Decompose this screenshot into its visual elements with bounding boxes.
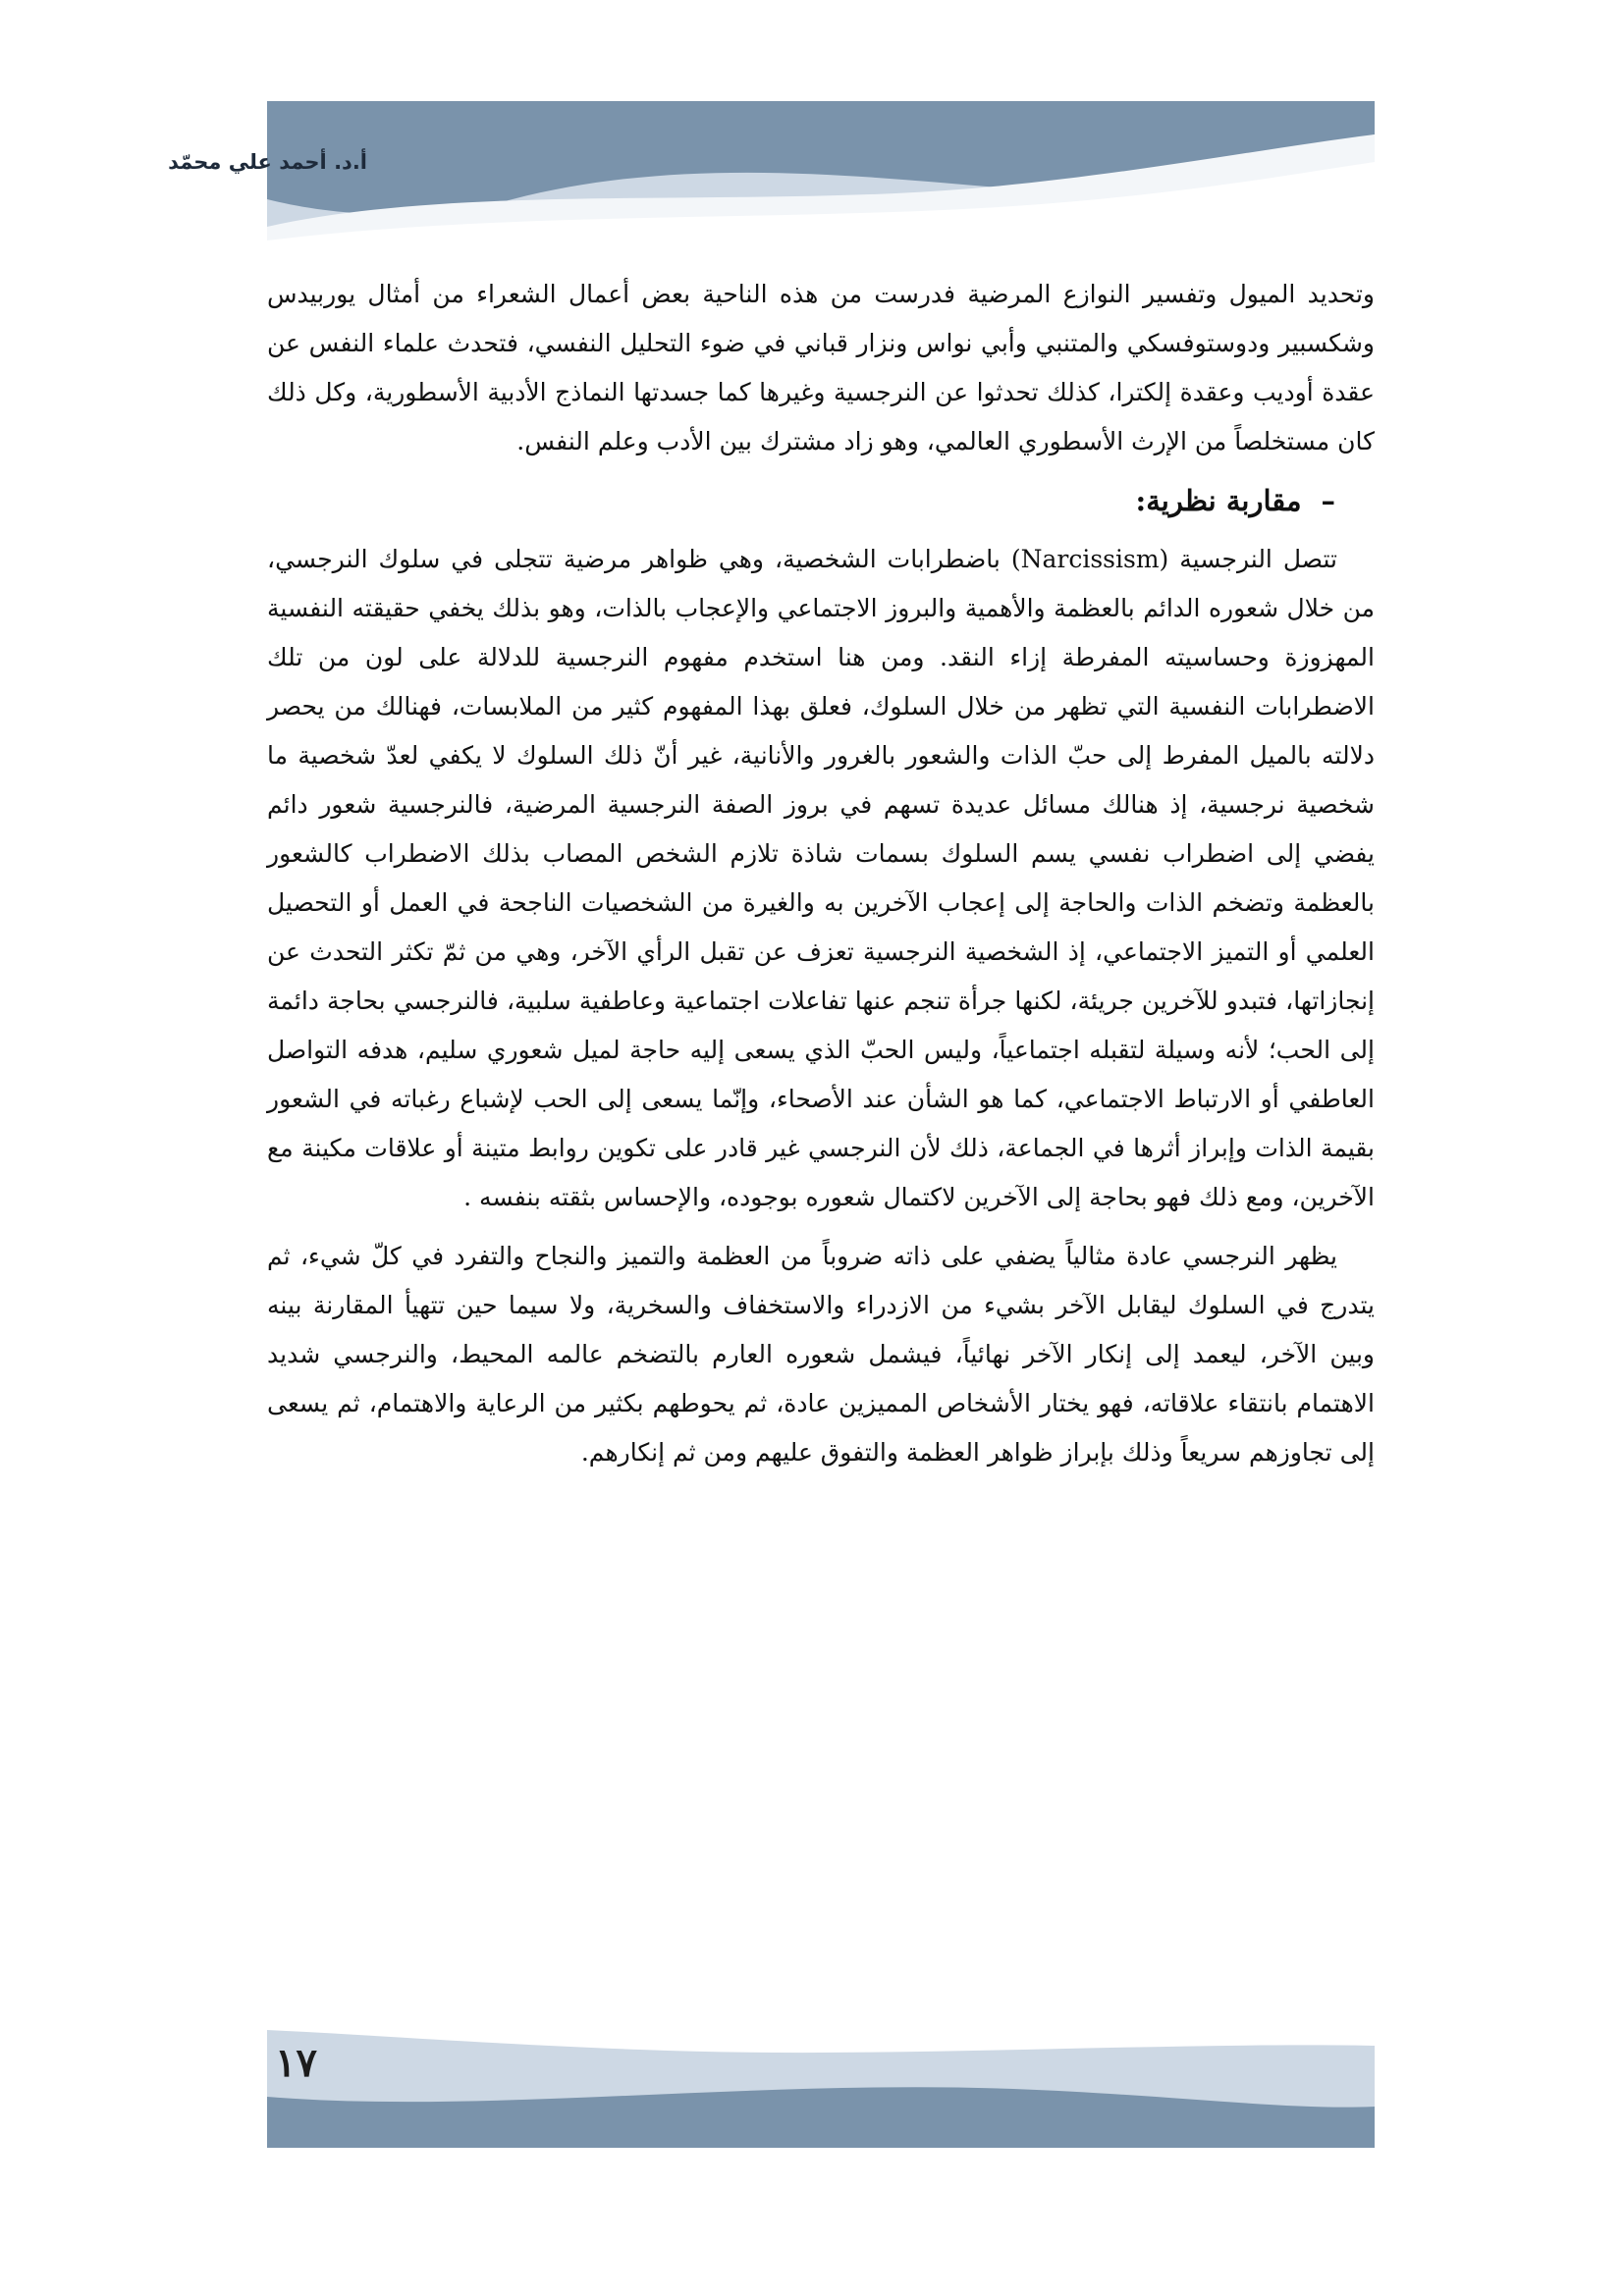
- header-wave-graphic: [267, 101, 1375, 256]
- footer-banner: [267, 2020, 1375, 2148]
- heading-dash: –: [1321, 484, 1335, 517]
- paragraph-1: وتحديد الميول وتفسير النوازع المرضية فدرست من هذه الناحية بعض أعمال الشعراء من أمثال يوربيدس وشكسبير ودوستوفسكي والمتنبي وأبي نواس ونزار قباني في ضوء التحليل النفسي، فتحدث علماء النفس عن عقدة أوديب وعقدة إلكترا، كذلك تحدثوا عن النرجسية وغيرها كما جسدتها النماذج الأدبية الأسطورية، وكل ذلك كان مستخلصاً من الإرث الأسطوري العالمي، وهو زاد مشترك بين الأدب وعلم النفس.: [267, 280, 1375, 455]
- section-heading: [267, 476, 1375, 525]
- footer-wave-graphic: [267, 2020, 1375, 2148]
- page-number: ١٧: [275, 2040, 317, 2086]
- paragraph-2: تتصل النرجسية (Narcissism) باضطرابات الشخصية، وهي ظواهر مرضية تتجلى في سلوك النرجسي، من خلال شعوره الدائم بالعظمة والأهمية والبروز الاجتماعي والإعجاب بالذات، وهو بذلك يخفي حقيقته النفسية المهزوزة وحساسيته المفرطة إزاء النقد. ومن هنا استخدم مفهوم النرجسية للدلالة على لون من تلك الاضطرابات النفسية التي تظهر من خلال السلوك، فعلق بهذا المفهوم كثير من الملابسات، فهنالك من يحصر دلالته بالميل المفرط إلى حبّ الذات والشعور بالغرور والأنانية، غير أنّ ذلك السلوك لا يكفي لعدّ شخصية ما شخصية نرجسية، إذ هنالك مسائل عديدة تسهم في بروز الصفة النرجسية المرضية، فالنرجسية شعور دائم يفضي إلى اضطراب نفسي يسم السلوك بسمات شاذة تلازم الشخص المصاب بذلك الاضطراب كالشعور بالعظمة وتضخم الذات والحاجة إلى إعجاب الآخرين به والغيرة من الشخصيات الناجحة في العمل أو التحصيل العلمي أو التميز الاجتماعي، إذ الشخصية النرجسية تعزف عن تقبل الرأي الآخر، وهي من ثمّ تكثر التحدث عن إنجازاتها، فتبدو للآخرين جريئة، لكنها جرأة تنجم عنها تفاعلات اجتماعية وعاطفية سلبية، فالنرجسي بحاجة دائمة إلى الحب؛ لأنه وسيلة لتقبله اجتماعياً، وليس الحبّ الذي يسعى إليه حاجة لميل شعوري سليم، هدفه التواصل العاطفي أو الارتباط الاجتماعي، كما هو الشأن عند الأصحاء، وإنّما يسعى إلى الحب لإشباع رغباته في الشعور بقيمة الذات وإبراز أثرها في الجماعة، ذلك لأن النرجسي غير قادر على تكوين روابط متينة أو علاقات مكينة مع الآخرين، ومع ذلك فهو بحاجة إلى الآخرين لاكتمال شعوره بوجوده، والإحساس بثقته بنفسه .: [267, 545, 1375, 1211]
- page-content: [267, 270, 1375, 1477]
- header-banner: [267, 101, 1375, 256]
- author-name: أ.د. أحمد علي محمّد: [168, 150, 367, 174]
- heading-text: مقاربة نظرية:: [1135, 484, 1302, 517]
- paragraph-3: يظهر النرجسي عادة مثالياً يضفي على ذاته ضروباً من العظمة والتميز والنجاح والتفرد في كلّ شيء، ثم يتدرج في السلوك ليقابل الآخر بشيء من الازدراء والاستخفاف والسخرية، ولا سيما حين تتهيأ المقارنة بينه وبين الآخر، ليعمد إلى إنكار الآخر نهائياً، فيشمل شعوره العارم بالتضخم عالمه المحيط، والنرجسي شديد الاهتمام بانتقاء علاقاته، فهو يختار الأشخاص المميزين عادة، ثم يحوطهم بكثير من الرعاية والاهتمام، ثم يسعى إلى تجاوزهم سريعاً وذلك بإبراز ظواهر العظمة والتفوق عليهم ومن ثم إنكارهم.: [267, 1242, 1375, 1467]
